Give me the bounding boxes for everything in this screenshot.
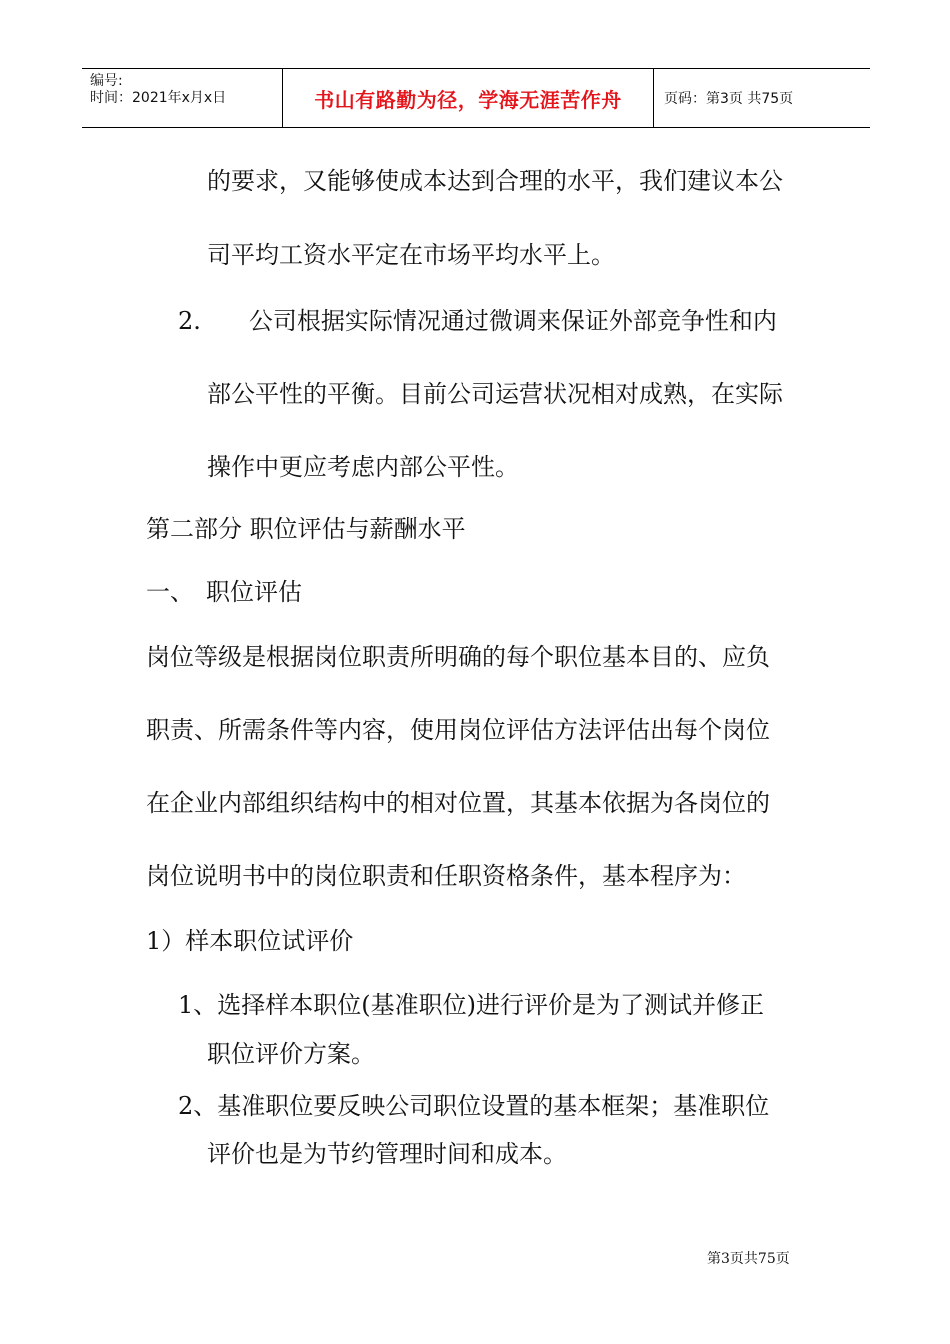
section-heading: 第二部分 职位评估与薪酬水平 [146, 515, 466, 543]
body-line: 岗位等级是根据岗位职责所明确的每个职位基本目的、应负 [146, 643, 770, 671]
page-footer: 第3页共75页 [707, 1251, 790, 1267]
page-header [82, 68, 870, 128]
subsection-heading: 一、 职位评估 [146, 578, 302, 606]
header-page-code: 页码：第3页 共75页 [664, 91, 794, 107]
body-line: 职责、所需条件等内容，使用岗位评估方法评估出每个岗位 [146, 716, 770, 744]
body-line: 操作中更应考虑内部公平性。 [207, 453, 519, 481]
body-line: 司平均工资水平定在市场平均水平上。 [207, 241, 615, 269]
header-left [82, 69, 282, 127]
document-number-label: 编号: [90, 73, 123, 89]
body-line: 在企业内部组织结构中的相对位置，其基本依据为各岗位的 [146, 789, 770, 817]
body-line: 2. 公司根据实际情况通过微调来保证外部竞争性和内 [178, 307, 777, 335]
body-line: 岗位说明书中的岗位职责和任职资格条件，基本程序为： [146, 862, 746, 890]
body-line: 部公平性的平衡。目前公司运营状况相对成熟，在实际 [207, 380, 783, 408]
list-item: 1、选择样本职位(基准职位)进行评价是为了测试并修正 [178, 991, 764, 1019]
body-line: 的要求，又能够使成本达到合理的水平，我们建议本公 [207, 167, 783, 195]
list-item-continuation: 职位评价方案。 [207, 1040, 375, 1068]
list-item-continuation: 评价也是为节约管理时间和成本。 [207, 1140, 567, 1168]
list-heading: 1）样本职位试评价 [146, 927, 354, 955]
header-motto: 书山有路勤为径，学海无涯苦作舟 [282, 69, 654, 127]
document-time: 时间：2021年x月x日 [90, 90, 227, 106]
list-item: 2、基准职位要反映公司职位设置的基本框架；基准职位 [178, 1092, 770, 1120]
